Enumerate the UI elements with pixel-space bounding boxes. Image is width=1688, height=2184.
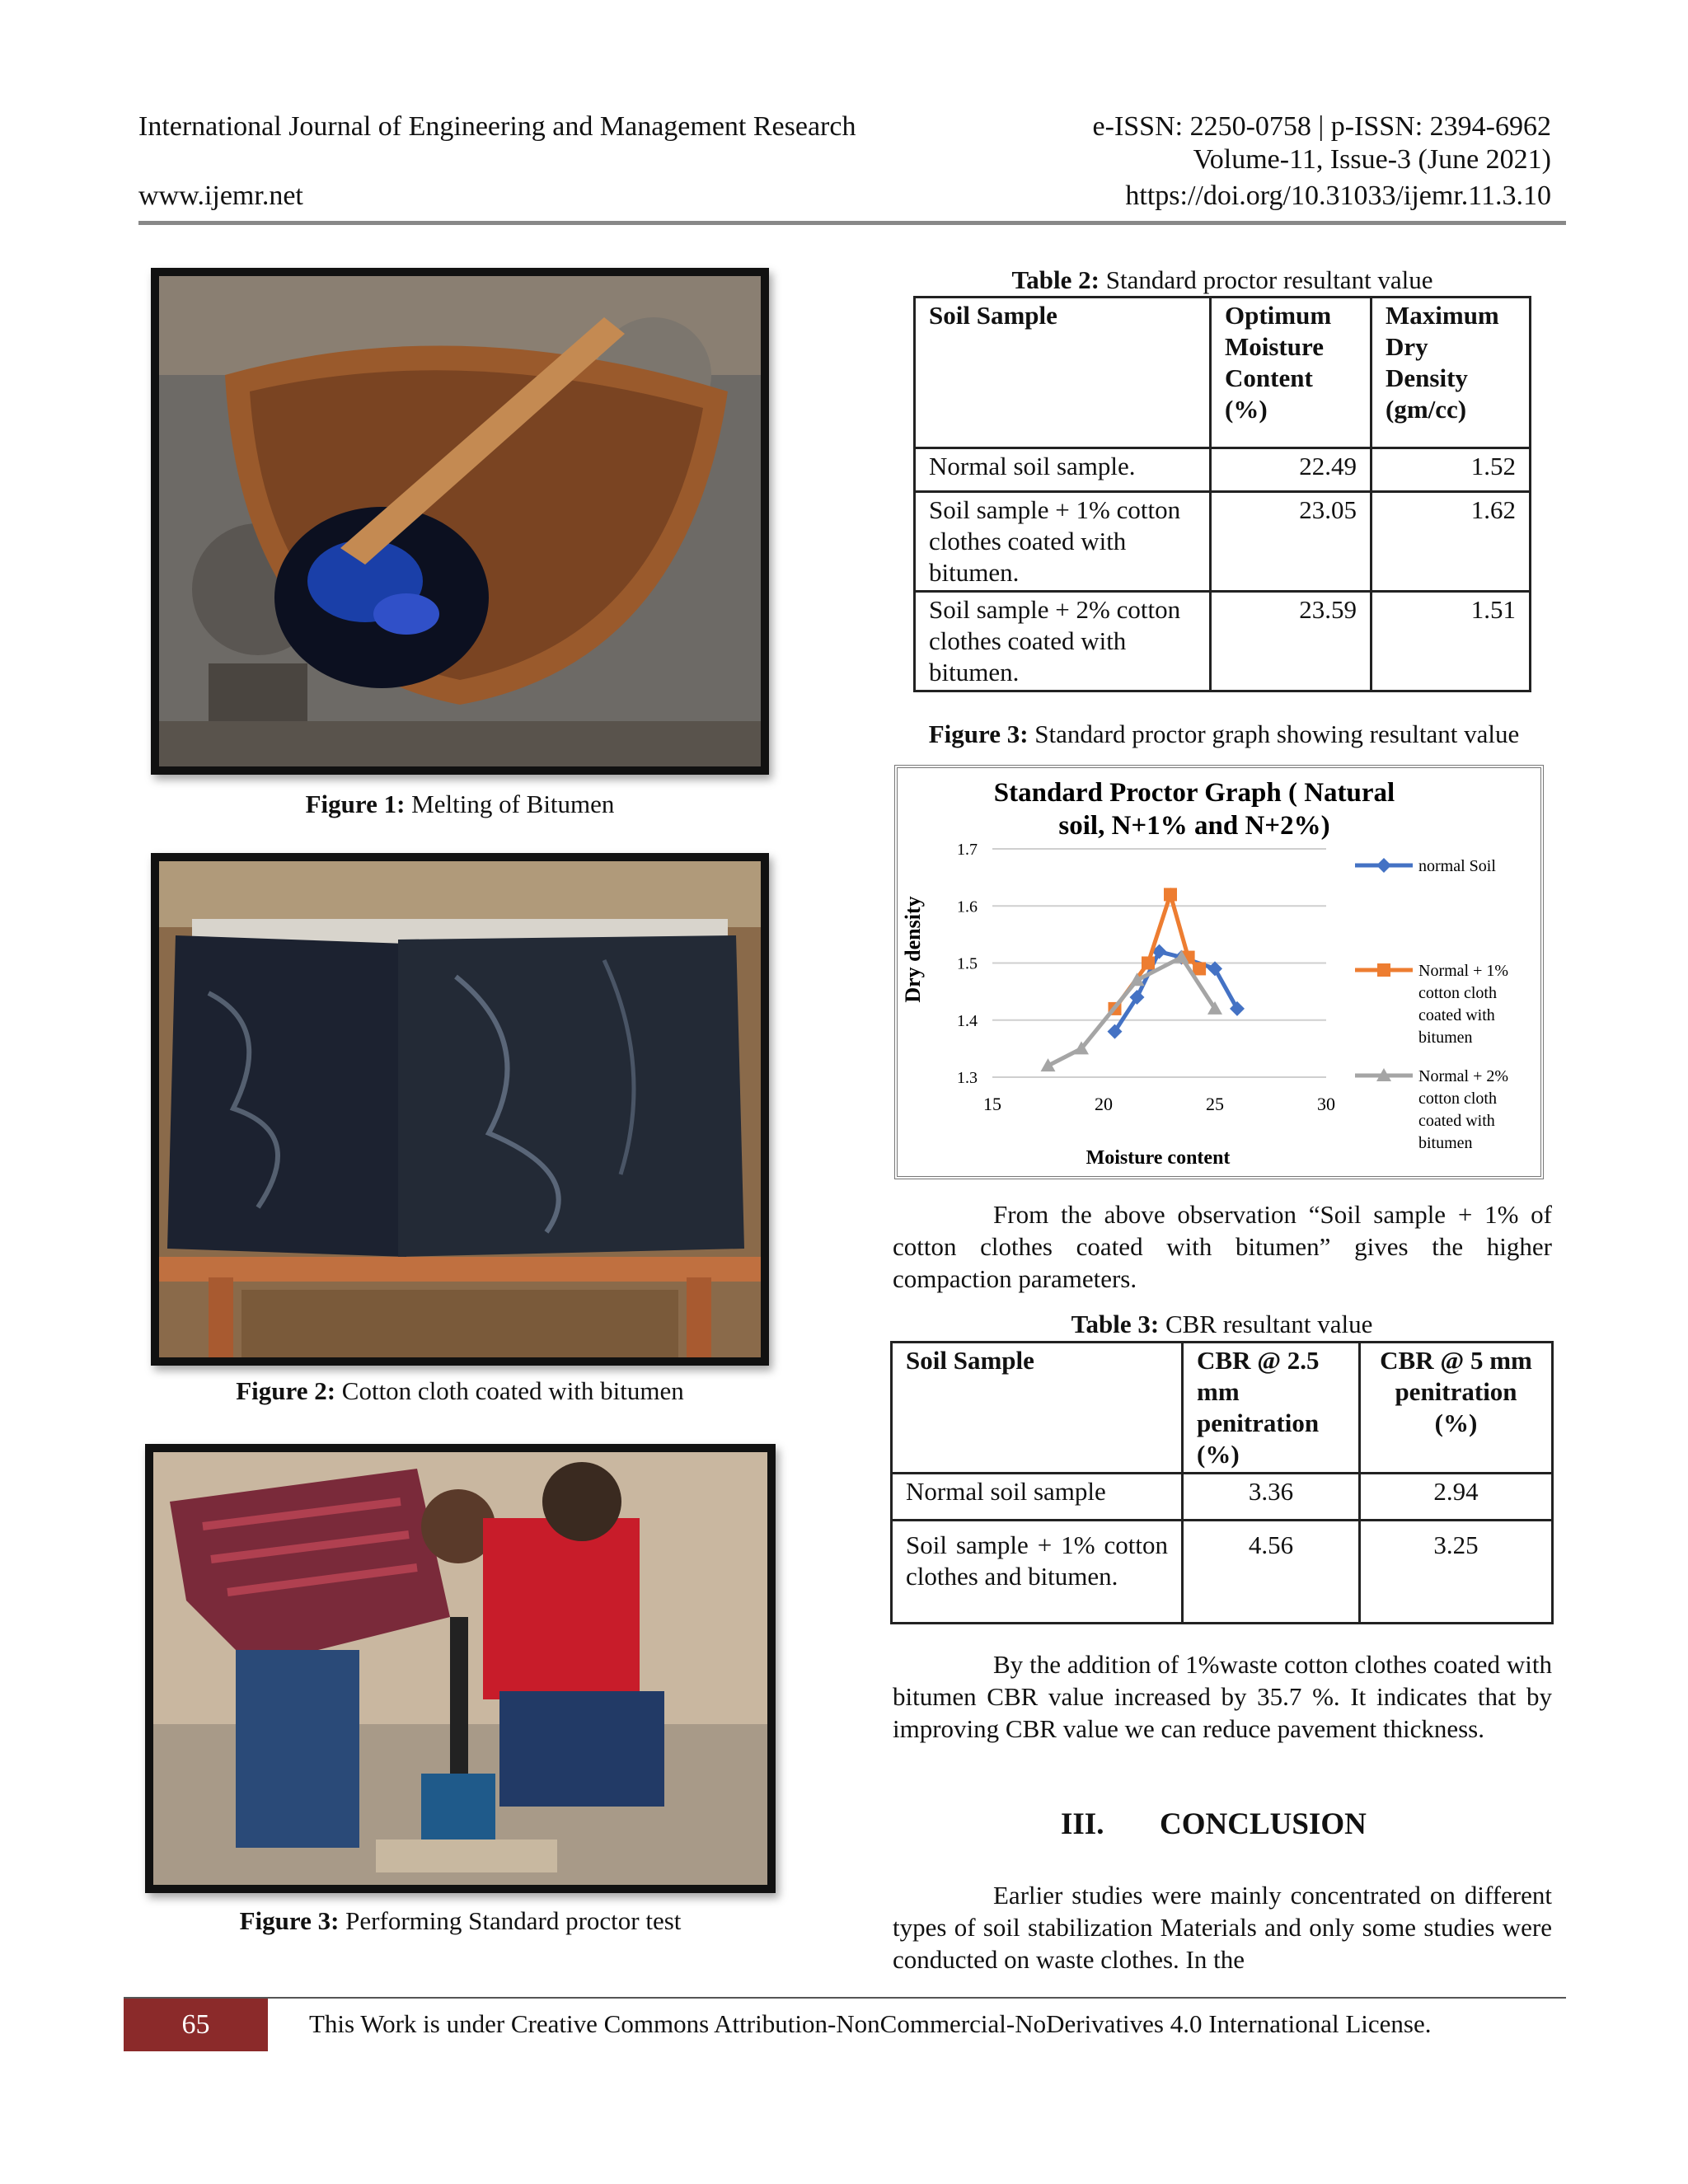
chart-point [1376,858,1391,873]
table3-label: Table 3: [1071,1310,1160,1338]
issn: e-ISSN: 2250-0758 | p-ISSN: 2394-6962 [1092,111,1551,142]
table2-col-soil-sample: Soil Sample [915,298,1211,448]
figure3-text: Performing Standard proctor test [339,1906,682,1935]
table2-cell: 23.59 [1211,592,1372,691]
figure1-label: Figure 1: [305,790,406,818]
chart-point [1377,963,1390,977]
chart-point [1164,888,1177,901]
figure2-label: Figure 2: [236,1376,336,1405]
chart-caption-label: Figure 3: [928,719,1029,748]
table3-cell: Soil sample + 1% cotton clothes and bitumen. [892,1521,1183,1624]
chart-point [1142,957,1155,970]
cbr-paragraph: By the addition of 1%waste cotton clothes coated with bitumen CBR value increased by 35.7 %. It indicates that by improving CBR value we can reduce pavement thickness. [893,1650,1552,1743]
table2-cell: 22.49 [1211,448,1372,492]
chart-title-line2: soil, N+1% and N+2%) [1058,811,1330,841]
header-rule [138,221,1566,225]
chart-caption [898,719,1550,749]
proctor-chart [894,765,1544,1179]
table2-cell: 1.51 [1372,592,1531,691]
figure2-photo [151,853,769,1366]
journal-title: International Journal of Engineering and Management Research [138,111,856,142]
proctor-chart-svg [898,768,1540,1176]
chart-xlabel: Moisture content [1085,1147,1231,1169]
page-number: 65 [124,1999,268,2051]
table2-caption-text: Standard proctor resultant value [1099,265,1433,294]
license-text: This Work is under Creative Commons Attribution-NonCommercial-NoDerivatives 4.0 International License. [309,2009,1432,2038]
chart-xtick-label: 25 [1206,1094,1224,1114]
table3-caption-text: CBR resultant value [1159,1310,1373,1338]
chart-point [1193,962,1206,975]
table2-header-row [915,298,1531,448]
table3-cell: 2.94 [1360,1474,1553,1521]
section-number: III. [1061,1807,1104,1841]
table2-col-mdd: Maximum Dry Density (gm/cc) [1372,298,1531,448]
table3-col-cbr-25: CBR @ 2.5 mm penitration (%) [1183,1343,1360,1474]
table-row [892,1521,1553,1624]
figure2-caption [151,1376,769,1406]
table2-cell: 23.05 [1211,492,1372,592]
chart-caption-text: Standard proctor graph showing resultant value [1028,719,1520,748]
figure2-text: Cotton cloth coated with bitumen [335,1376,684,1405]
chart-legend-label: normal Soil [1418,857,1496,875]
website-link[interactable]: www.ijemr.net [138,180,303,211]
chart-series-line [1048,958,1216,1066]
table-row [915,448,1531,492]
table2 [913,296,1531,692]
table2-col-omc: Optimum Moisture Content (%) [1211,298,1372,448]
table2-cell: 1.52 [1372,448,1531,492]
chart-title-line1: Standard Proctor Graph ( Natural [993,778,1395,808]
section-title: CONCLUSION [1160,1807,1367,1841]
table-row [915,492,1531,592]
figure1-photo [151,268,769,775]
chart-ytick-label: 1.7 [957,841,978,859]
table3-cell: Normal soil sample [892,1474,1183,1521]
table3 [890,1341,1554,1624]
chart-ylabel: Dry density [901,896,925,1003]
doi-link[interactable]: https://doi.org/10.31033/ijemr.11.3.10 [1125,180,1551,211]
table3-cell: 4.56 [1183,1521,1360,1624]
chart-xtick-label: 15 [983,1094,1001,1114]
table3-cell: 3.25 [1360,1521,1553,1624]
table3-header-row [892,1343,1553,1474]
table2-cell: Soil sample + 1% cotton clothes coated with bitumen. [915,492,1211,592]
chart-xtick-label: 20 [1095,1094,1113,1114]
figure3-label: Figure 3: [239,1906,340,1935]
table3-col-cbr-5: CBR @ 5 mm penitration (%) [1360,1343,1553,1474]
chart-xtick-label: 30 [1317,1094,1335,1114]
observation-paragraph: From the above observation “Soil sample + 1% of cotton clothes coated with bitumen” gives the higher compaction parameters. [893,1200,1552,1293]
table2-cell: Normal soil sample. [915,448,1211,492]
table3-col-soil-sample: Soil Sample [892,1343,1183,1474]
chart-ytick-label: 1.4 [957,1011,978,1030]
table2-cell: 1.62 [1372,492,1531,592]
chart-legend-label: Normal + 2% cotton cloth coated with bitumen [1418,1067,1509,1152]
chart-ytick-label: 1.5 [957,954,978,973]
table3-cell: 3.36 [1183,1474,1360,1521]
conclusion-paragraph: Earlier studies were mainly concentrated on different types of soil stabilization Materials and only some studies were conducted on waste clothes. In the [893,1881,1552,1974]
chart-ytick-label: 1.3 [957,1069,978,1087]
figure1-text: Melting of Bitumen [405,790,615,818]
table-row [915,592,1531,691]
volume-issue: Volume-11, Issue-3 (June 2021) [1193,144,1551,175]
footer-rule [124,1997,1566,1999]
table3-caption [890,1310,1554,1339]
table2-cell: Soil sample + 2% cotton clothes coated with bitumen. [915,592,1211,691]
chart-ytick-label: 1.6 [957,898,978,916]
chart-legend-label: Normal + 1% cotton cloth coated with bitumen [1418,962,1509,1047]
figure3-caption [145,1906,776,1936]
table2-label: Table 2: [1011,265,1100,294]
table2-caption [913,265,1531,295]
figure1-caption [151,790,769,819]
figure3-photo [145,1444,776,1893]
table-row [892,1474,1553,1521]
